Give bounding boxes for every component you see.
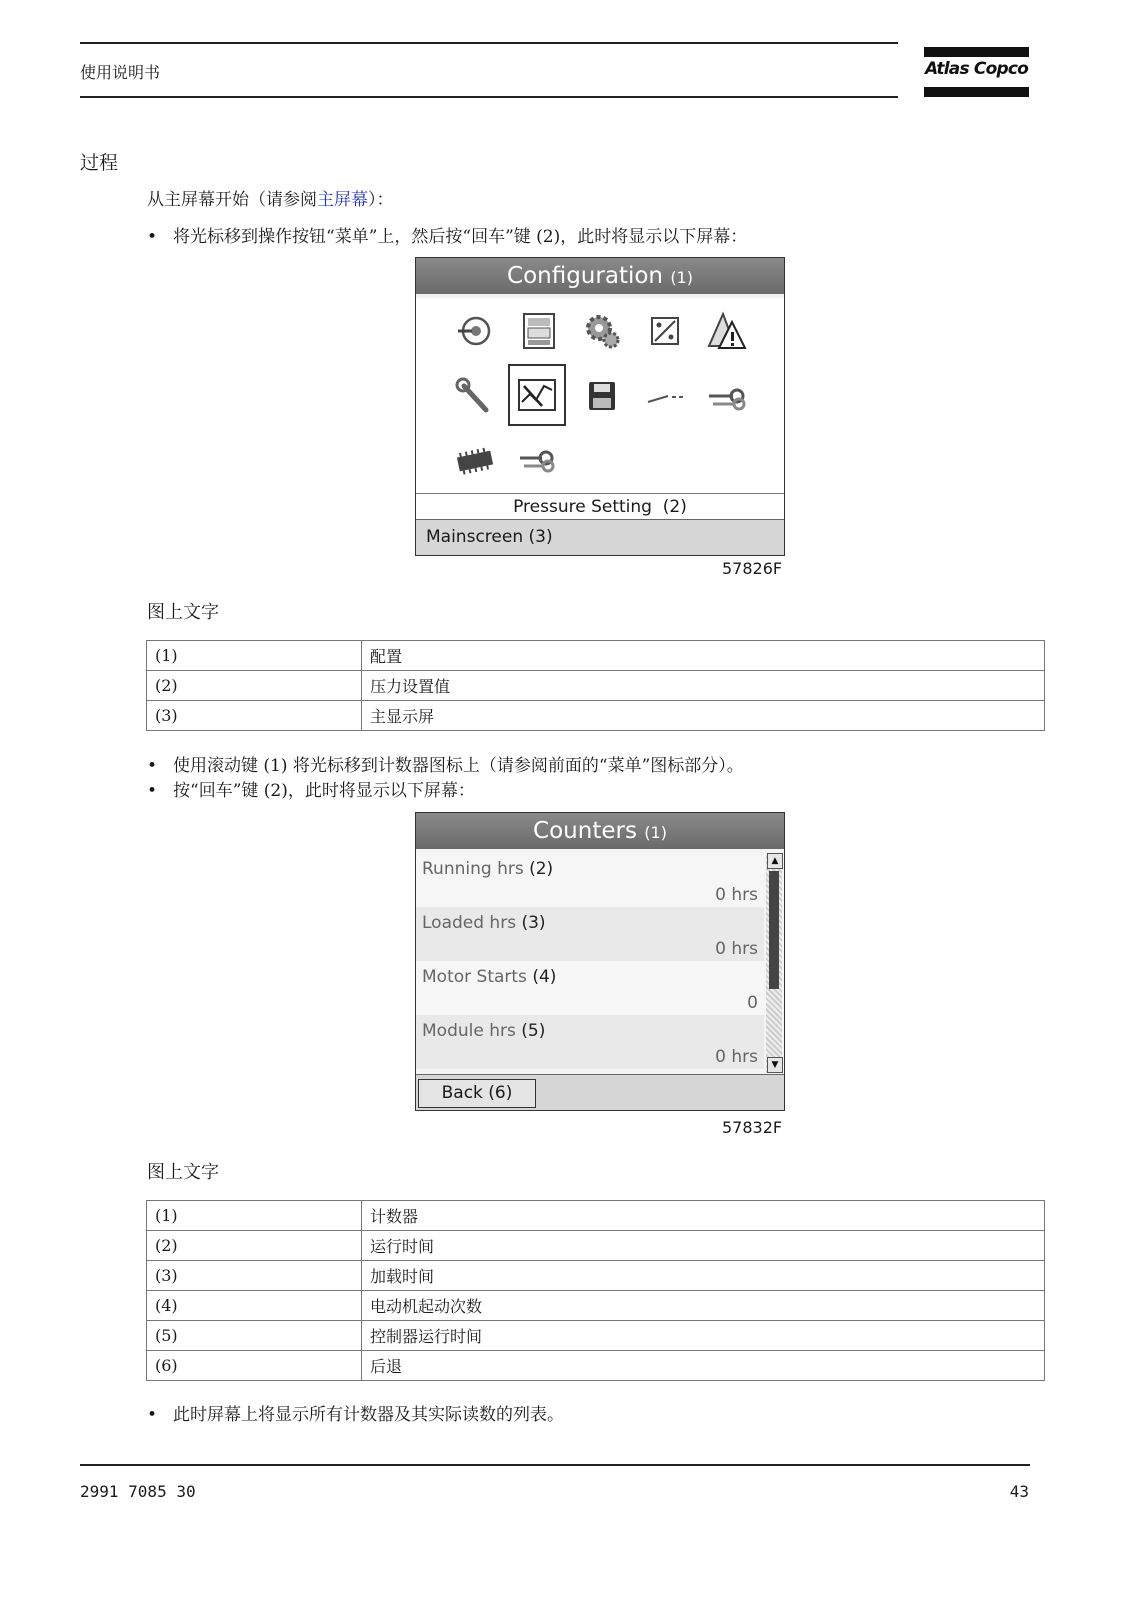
counter-value: 0 hrs <box>715 885 758 905</box>
table-row <box>147 641 1045 671</box>
table-row <box>147 1351 1045 1381</box>
figure-id-1: 57826F <box>722 559 783 578</box>
atlas-copco-logo <box>924 47 1029 99</box>
counter-label: Module hrs <box>422 1021 516 1041</box>
configuration-title: Configuration <box>507 263 663 289</box>
legend-ref: (1) <box>147 1201 362 1231</box>
list-item[interactable] <box>416 1015 764 1069</box>
configuration-title-bar <box>416 258 784 294</box>
counter-num: (5) <box>521 1021 546 1041</box>
header-bottom-rule <box>80 96 898 98</box>
calibration-icon[interactable] <box>642 308 688 354</box>
bullet-item-2 <box>147 751 744 776</box>
legend-text: 加载时间 <box>362 1261 1045 1291</box>
legend-text: 后退 <box>362 1351 1045 1381</box>
table-row <box>147 1291 1045 1321</box>
chip-icon[interactable] <box>452 438 498 484</box>
counters-screen <box>415 812 785 1111</box>
intro-prefix: 从主屏幕开始（请参阅 <box>147 190 317 210</box>
counter-num: (4) <box>532 967 557 987</box>
counter-label: Loaded hrs <box>422 913 517 933</box>
bullet-text-1: 将光标移到操作按钮“菜单”上，然后按“回车”键 (2)，此时将显示以下屏幕： <box>173 227 748 247</box>
document-number: 2991 7085 30 <box>80 1482 196 1501</box>
bullet-text-2: 使用滚动键 (1) 将光标移到计数器图标上（请参阅前面的“菜单”图标部分）。 <box>173 756 744 776</box>
bullet-item-4 <box>147 1400 564 1425</box>
bullet-text-4: 此时屏幕上将显示所有计数器及其实际读数的列表。 <box>173 1405 564 1425</box>
table-row <box>147 1231 1045 1261</box>
floppy-disk-icon[interactable] <box>579 374 625 420</box>
table-row <box>147 671 1045 701</box>
table-row <box>147 701 1045 731</box>
counters-scrollbar[interactable] <box>766 853 782 1073</box>
status-label: Pressure Setting <box>513 497 652 517</box>
document-title: 使用说明书 <box>80 63 161 82</box>
counter-num: (2) <box>529 859 554 879</box>
list-item[interactable] <box>416 961 764 1015</box>
scroll-thumb[interactable] <box>769 871 779 989</box>
keys-icon[interactable] <box>705 374 751 420</box>
pressure-setting-status <box>416 493 784 520</box>
mainscreen-num: (3) <box>528 527 553 547</box>
counters-footer <box>416 1074 784 1110</box>
mainscreen-button[interactable] <box>416 519 784 555</box>
configuration-title-num: (1) <box>670 268 693 287</box>
legend-ref: (2) <box>147 1231 362 1261</box>
back-button[interactable] <box>418 1079 536 1108</box>
power-dial-icon[interactable] <box>452 308 498 354</box>
header-top-rule <box>80 42 898 44</box>
legend-text: 电动机起动次数 <box>362 1291 1045 1321</box>
counters-title-num: (1) <box>644 823 667 842</box>
figure-id-2: 57832F <box>722 1118 783 1137</box>
legend-text: 压力设置值 <box>362 671 1045 701</box>
back-label: Back <box>441 1083 483 1103</box>
counter-label: Motor Starts <box>422 967 527 987</box>
legend-ref: (2) <box>147 671 362 701</box>
back-num: (6) <box>488 1083 513 1103</box>
scroll-down-icon[interactable]: ▼ <box>767 1057 783 1073</box>
bullet-item-3 <box>147 776 475 801</box>
intro-paragraph <box>147 185 394 210</box>
bullet-dot: • <box>147 227 158 247</box>
gear-settings-icon[interactable] <box>579 308 625 354</box>
list-item[interactable] <box>416 853 764 907</box>
section-title: 过程 <box>80 152 119 174</box>
legend-ref: (3) <box>147 701 362 731</box>
counters-title-bar <box>416 813 784 849</box>
table-row <box>147 1201 1045 1231</box>
counter-display-icon[interactable] <box>516 308 562 354</box>
counter-label: Running hrs <box>422 859 524 879</box>
logo-text: Atlas Copco <box>925 59 1028 79</box>
scroll-up-icon[interactable]: ▲ <box>767 853 783 869</box>
legend-ref: (1) <box>147 641 362 671</box>
legend-caption-1: 图上文字 <box>147 602 219 623</box>
legend-caption-2: 图上文字 <box>147 1162 219 1183</box>
legend-text: 运行时间 <box>362 1231 1045 1261</box>
configuration-screen <box>415 257 785 556</box>
legend-text: 配置 <box>362 641 1045 671</box>
bullet-dot: • <box>147 1405 158 1425</box>
legend-table-2 <box>146 1200 1045 1381</box>
pressure-setting-icon[interactable] <box>508 364 566 426</box>
bullet-dot: • <box>147 781 158 801</box>
footer-rule <box>80 1464 1030 1466</box>
legend-ref: (4) <box>147 1291 362 1321</box>
table-row <box>147 1321 1045 1351</box>
legend-text: 控制器运行时间 <box>362 1321 1045 1351</box>
legend-table-1 <box>146 640 1045 731</box>
legend-ref: (3) <box>147 1261 362 1291</box>
counters-title: Counters <box>533 818 637 844</box>
legend-ref: (5) <box>147 1321 362 1351</box>
menu-icon-grid <box>416 298 784 493</box>
mainscreen-label: Mainscreen <box>426 527 524 547</box>
legend-text: 计数器 <box>362 1201 1045 1231</box>
page-number: 43 <box>1009 1482 1029 1501</box>
bullet-text-3: 按“回车”键 (2)，此时将显示以下屏幕： <box>173 781 475 801</box>
bullet-item-1 <box>147 222 747 247</box>
counter-value: 0 hrs <box>715 1047 758 1067</box>
status-num: (2) <box>662 497 687 517</box>
list-item[interactable] <box>416 907 764 961</box>
counter-value: 0 hrs <box>715 939 758 959</box>
wrench-icon[interactable] <box>452 374 498 420</box>
legend-text: 主显示屏 <box>362 701 1045 731</box>
bullet-dot: • <box>147 756 158 776</box>
counter-value: 0 <box>747 993 758 1013</box>
mainscreen-link[interactable]: 主屏幕 <box>317 190 368 210</box>
warning-icon[interactable] <box>705 308 751 354</box>
keys-small-icon[interactable] <box>516 438 562 484</box>
legend-ref: (6) <box>147 1351 362 1381</box>
intro-suffix: ）： <box>368 190 394 210</box>
counter-num: (3) <box>521 913 546 933</box>
table-row <box>147 1261 1045 1291</box>
dashed-line-icon[interactable] <box>642 374 688 420</box>
